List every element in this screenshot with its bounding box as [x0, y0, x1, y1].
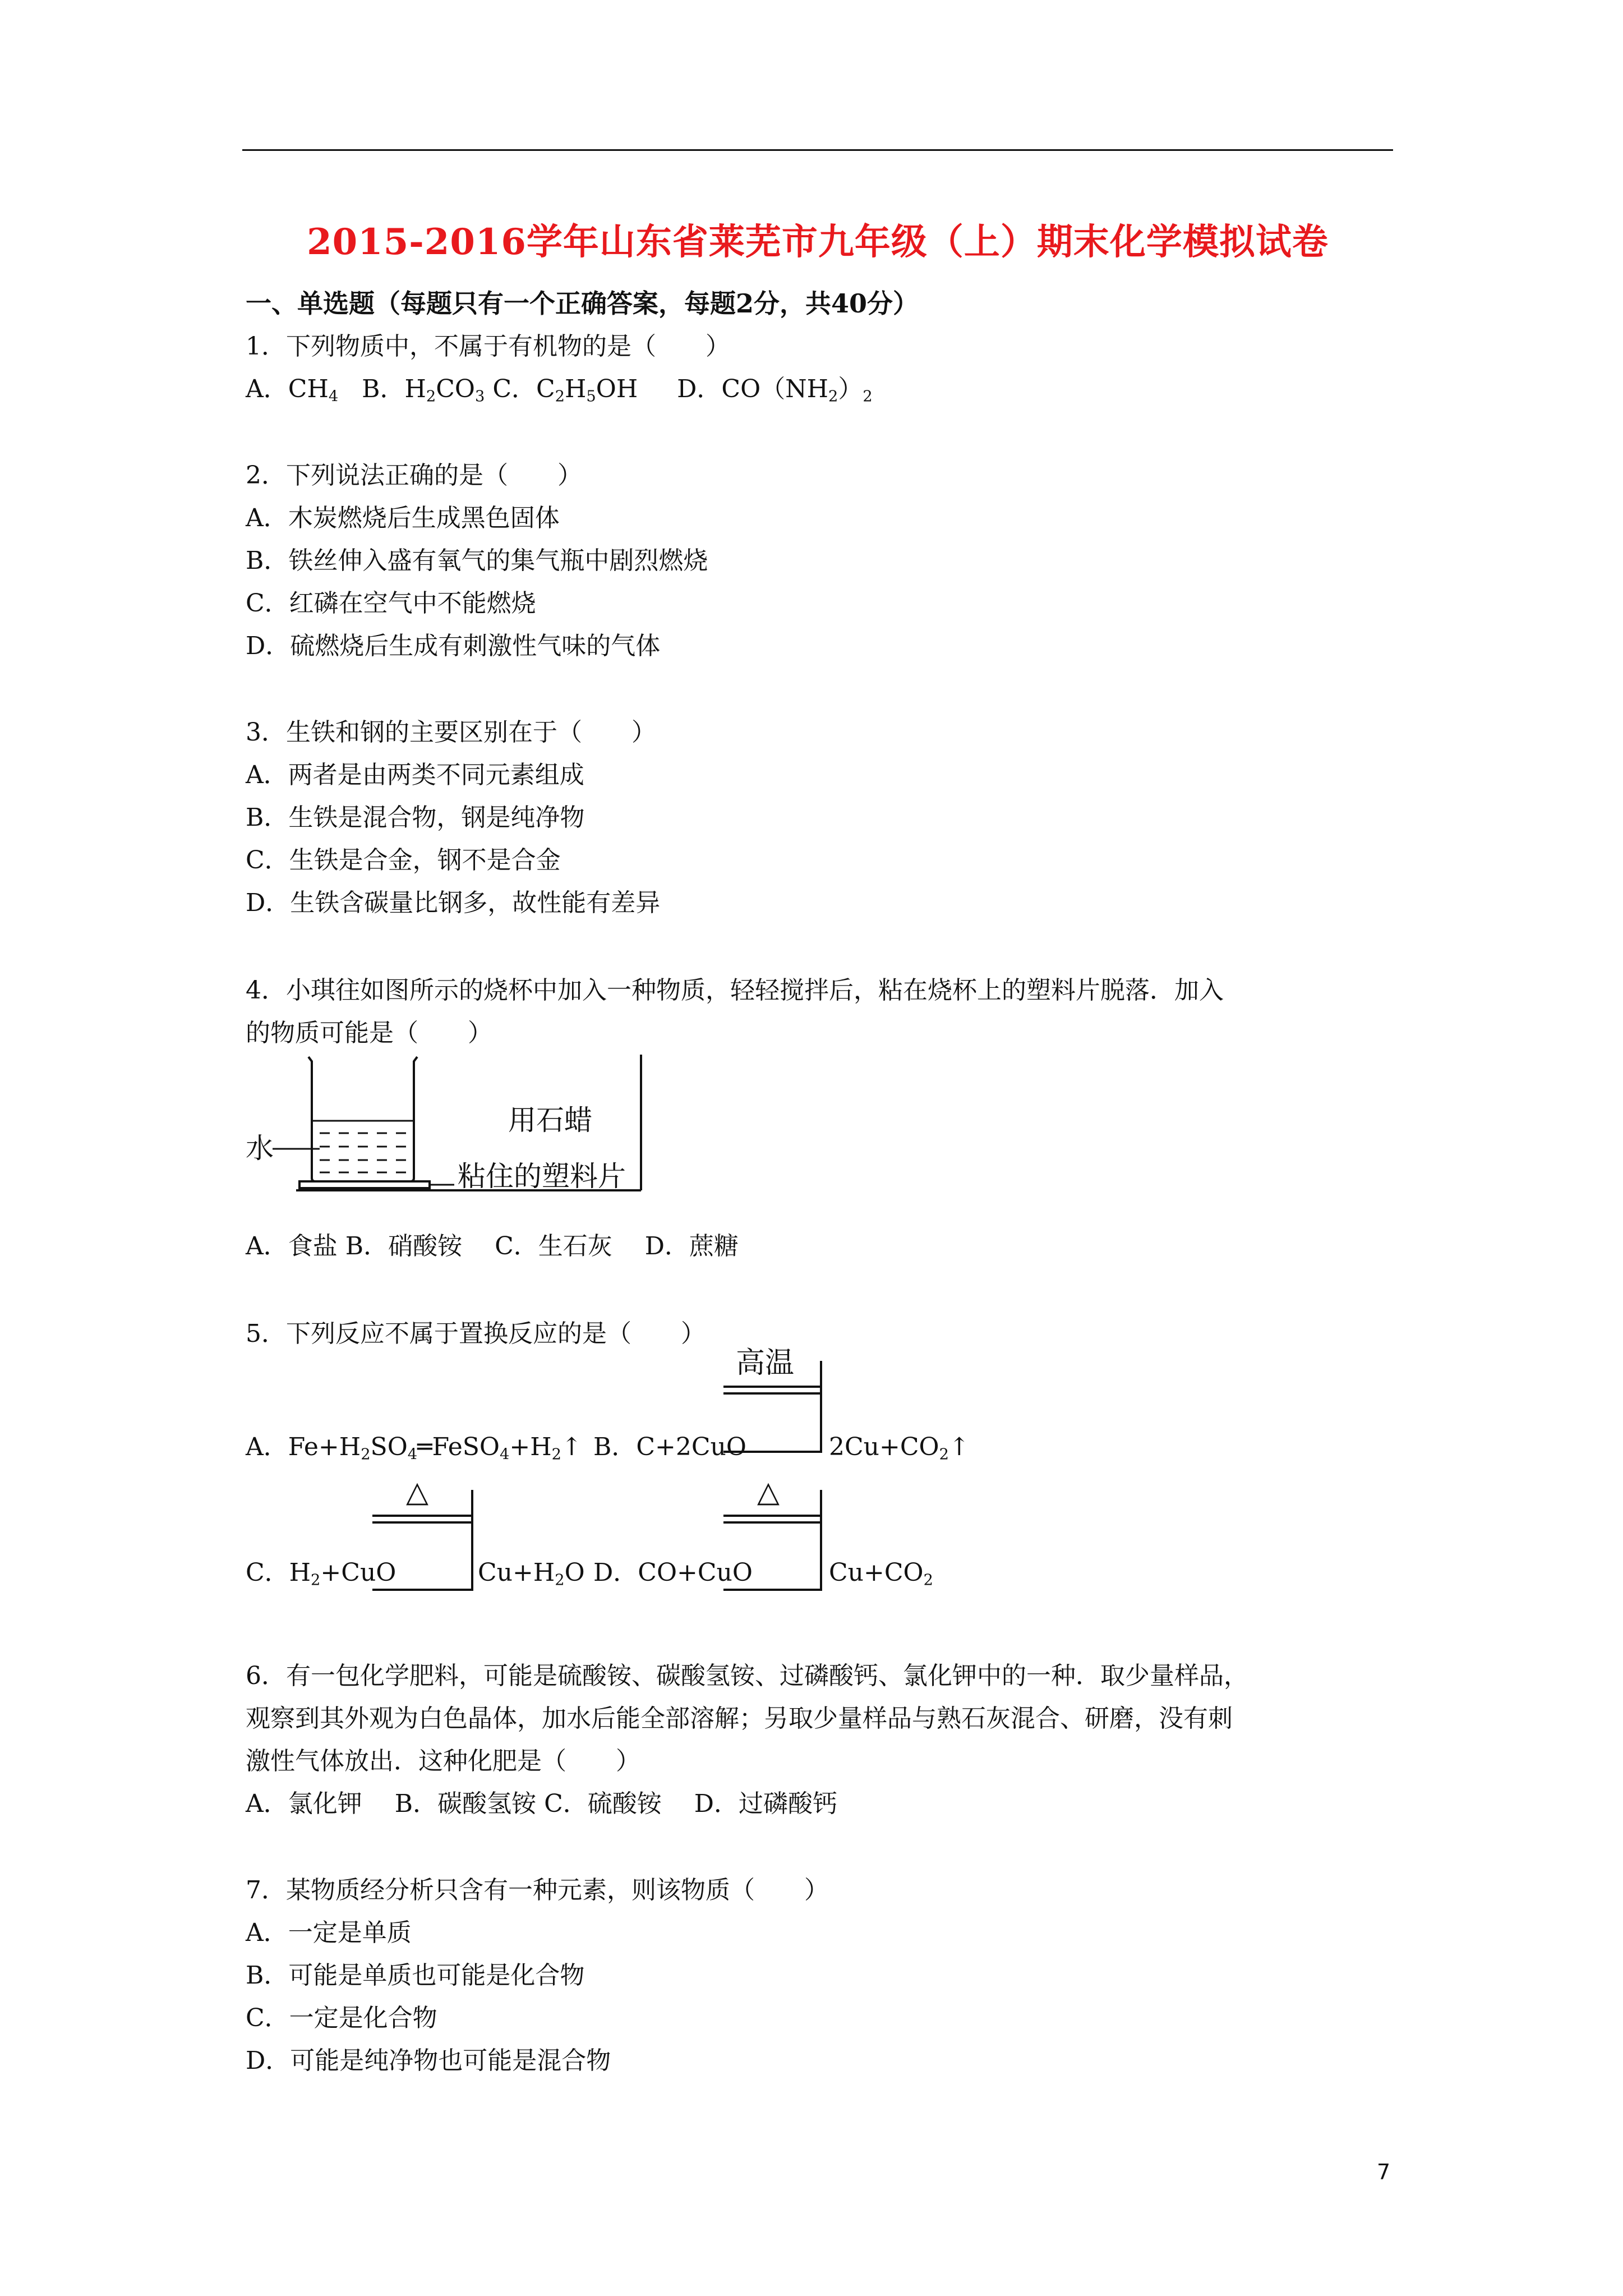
q6-options: A．氯化钾 B．碳酸氢铵 C．硫酸铵 D．过磷酸钙: [246, 1789, 838, 1818]
q4-options: A．食盐 B．硝酸铵 C．生石灰 D．蔗糖: [246, 1232, 739, 1260]
page-title: 2015-2016学年山东省莱芜市九年级（上）期末化学模拟试卷: [307, 221, 1329, 263]
paraffin-label: 用石蜡: [508, 1104, 592, 1137]
q5-c-products: $Cu+H_2O$: [478, 1558, 585, 1589]
q2-option-c: C．红磷在空气中不能燃烧: [246, 589, 536, 618]
q5-option-a: A．$Fe+H_2SO_4═FeSO_4+H_2↑$: [246, 1433, 582, 1464]
q1-option-a: A．$CH_4$: [246, 375, 339, 406]
question-4-stem-line2: 的物质可能是（ ）: [246, 1019, 492, 1047]
q1-option-d: D．$CO(NH_2)_2$: [677, 375, 873, 406]
header-rule: [242, 149, 1393, 151]
section-heading: 一、单选题（每题只有一个正确答案，每题2分，共40分）: [246, 288, 919, 319]
q7-option-b: B．可能是单质也可能是化合物: [246, 1961, 585, 1990]
q2-option-a: A．木炭燃烧后生成黑色固体: [246, 504, 560, 532]
page-number: 7: [1377, 2160, 1391, 2184]
beaker-figure: [246, 1055, 649, 1195]
q3-option-b: B．生铁是混合物，钢是纯净物: [246, 803, 585, 832]
q5-option-b: B．C+2CuO: [593, 1433, 746, 1461]
question-6-stem-line1: 6．有一包化学肥料，可能是硫酸铵、碳酸氢铵、过磷酸钙、氯化钾中的一种．取少量样品，: [246, 1662, 1248, 1690]
question-4-stem-line1: 4．小琪往如图所示的烧杯中加入一种物质，轻轻搅拌后，粘在烧杯上的塑料片脱落．加入: [246, 976, 1224, 1005]
question-6-stem-line3: 激性气体放出．这种化肥是（ ）: [246, 1747, 640, 1775]
q3-option-a: A．两者是由两类不同元素组成: [246, 761, 584, 789]
water-label: 水: [246, 1132, 274, 1165]
q2-option-b: B．铁丝伸入盛有氧气的集气瓶中剧烈燃烧: [246, 546, 708, 575]
q1-option-c: C．$C_2H_5OH$: [492, 375, 638, 406]
q7-option-c: C．一定是化合物: [246, 2004, 437, 2032]
question-1-stem: 1．下列物质中，不属于有机物的是（ ）: [246, 332, 730, 361]
question-5-stem: 5．下列反应不属于置换反应的是（ ）: [246, 1319, 706, 1348]
q5-option-d: D．CO+CuO: [593, 1558, 753, 1587]
question-2-stem: 2．下列说法正确的是（ ）: [246, 461, 582, 490]
question-7-stem: 7．某物质经分析只含有一种元素，则该物质（ ）: [246, 1876, 829, 1904]
plastic-sheet-label: 粘住的塑料片: [458, 1160, 626, 1193]
question-3-stem: 3．生铁和钢的主要区别在于（ ）: [246, 718, 656, 747]
heat-symbol: △: [406, 1475, 428, 1509]
q3-option-c: C．生铁是合金，钢不是合金: [246, 846, 561, 875]
q7-option-d: D．可能是纯净物也可能是混合物: [246, 2046, 611, 2075]
q5-b-products: $2Cu+CO_2↑$: [829, 1433, 970, 1464]
question-6-stem-line2: 观察到其外观为白色晶体，加水后能全部溶解；另取少量样品与熟石灰混合、研磨，没有刺: [246, 1704, 1233, 1733]
question-1-options: [246, 375, 873, 406]
q5-d-products: $Cu+CO_2$: [829, 1558, 933, 1589]
heat-symbol: △: [757, 1475, 780, 1509]
q7-option-a: A．一定是单质: [246, 1918, 412, 1947]
high-temp-label: 高温: [736, 1346, 795, 1380]
q2-option-d: D．硫燃烧后生成有刺激性气味的气体: [246, 632, 661, 660]
q1-option-b: B．$H_2CO_3$: [362, 375, 485, 406]
q5-option-c: C．$H_2+CuO$: [246, 1558, 396, 1589]
q3-option-d: D．生铁含碳量比钢多，故性能有差异: [246, 889, 661, 917]
